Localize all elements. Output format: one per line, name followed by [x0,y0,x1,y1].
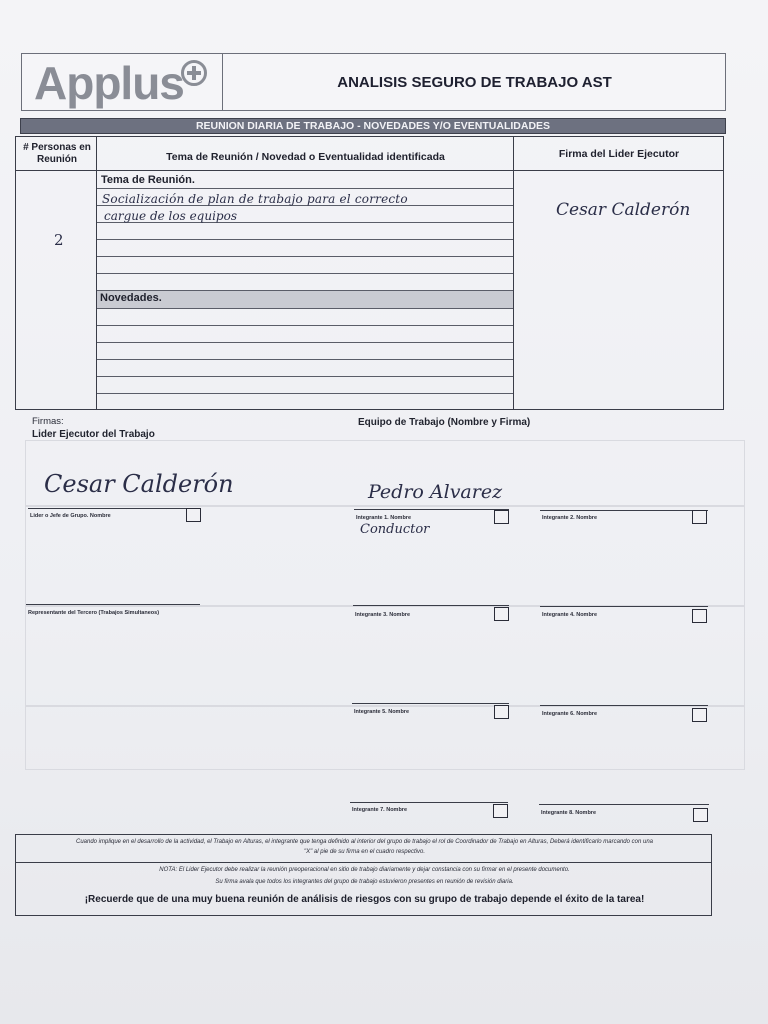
nota-line2: Su firma avala que todos los integrantes del grupo de trabajo estuvieron presentes en reunión de revisión diaria. [215,879,514,885]
nota-line1: NOTA: El Lider Ejecutor debe realizar la reunión preoperacional en sitio de trabajo diariamente y dejar constancia con su firmar en el presente documento. [159,867,570,873]
meeting-table [15,136,724,410]
firmas-title: Firmas: [32,416,64,427]
integrante6-checkbox[interactable] [692,708,707,722]
integrante7-caption: Integrante 7. Nombre [352,807,408,813]
integrante1-caption: Integrante 1. Nombre [356,515,412,521]
logo-plus-icon [181,60,207,86]
integrante8-line [539,804,709,805]
integrante4-line [540,606,708,607]
integrante4-checkbox[interactable] [692,609,707,623]
recuerde-message: ¡Recuerde que de una muy buena reunión de análisis de riesgos con su grupo de trabajo depende el éxito de la tarea! [84,894,645,905]
novedades-line [97,342,513,343]
integrante6-line [540,705,708,706]
novedades-line [97,376,513,377]
integrante8-caption: Integrante 8. Nombre [541,810,597,816]
lider-ejecutor-title: Lider Ejecutor del Trabajo [32,429,155,440]
novedades-line [97,325,513,326]
integrante3-checkbox[interactable] [494,607,509,621]
tema-line [97,273,513,274]
integrante1-line [354,509,509,510]
integrante8-checkbox[interactable] [693,808,708,822]
section-band: REUNION DIARIA DE TRABAJO - NOVEDADES Y/O EVENTUALIDADES [20,118,726,134]
document-title: ANALISIS SEGURO DE TRABAJO AST [337,74,612,91]
tema-line [97,188,513,189]
integrante2-caption: Integrante 2. Nombre [542,515,598,521]
alturas-note: Cuando implique en el desarrollo de la actividad, el Trabajo en Alturas, el integrante que tenga definido al interior del grupo de trabajo el rol de Coordinador de Trabajo en Alturas, Deberá identificarlo marcando con una [75,839,654,845]
integrante1-checkbox[interactable] [494,510,509,524]
tema-handwritten-line1[interactable]: Socialización de plan de trabajo para el correcto [102,192,408,206]
integrante4-caption: Integrante 4. Nombre [542,612,598,618]
col-header-tema: Tema de Reunión / Novedad o Eventualidad identificada [166,151,445,163]
integrante3-caption: Integrante 3. Nombre [355,612,411,618]
integrante2-checkbox[interactable] [692,510,707,524]
applus-logo: Applus [34,57,184,109]
integrante5-line [352,703,509,704]
alturas-note-2: "X" al pie de su firma en el cuadro respectivo. [304,849,425,855]
tema-line [97,256,513,257]
lider-signature[interactable]: Cesar Calderón [44,470,234,498]
integrante1-role[interactable]: Conductor [360,522,430,537]
col-divider [513,137,514,409]
tercero-caption: Representante del Tercero (Trabajos Simultaneos) [28,610,160,616]
tema-line [97,239,513,240]
integrante2-line [540,510,708,511]
bleed-through-line [25,505,745,507]
tema-handwritten-line2[interactable]: cargue de los equipos [104,209,237,223]
lider-checkbox[interactable] [186,508,201,522]
lider-signature-line [28,508,198,509]
footer-notes-box [15,834,712,916]
lider-signature-table[interactable]: Cesar Calderón [556,200,691,220]
integrante3-line [353,605,509,606]
novedades-line [97,393,513,394]
novedades-line [97,359,513,360]
footer-divider [16,862,711,863]
novedades-label: Novedades. [100,292,162,304]
integrante5-checkbox[interactable] [494,705,509,719]
integrante6-caption: Integrante 6. Nombre [542,711,598,717]
tema-line [97,290,513,291]
tercero-signature-line [26,604,200,605]
personas-count[interactable]: 2 [54,231,64,249]
lider-caption: Lider o Jefe de Grupo. Nombre [30,513,111,519]
novedades-line [97,308,513,309]
tema-label: Tema de Reunión. [101,174,195,186]
col-header-personas: # Personas en Reunión [23,142,91,165]
table-header-divider [16,170,723,171]
equipo-title: Equipo de Trabajo (Nombre y Firma) [358,417,531,428]
integrante5-caption: Integrante 5. Nombre [354,709,410,715]
integrante7-checkbox[interactable] [493,804,508,818]
integrante1-signature[interactable]: Pedro Alvarez [368,481,503,503]
integrante7-line [350,802,508,803]
col-header-firma: Firma del Lider Ejecutor [558,148,680,160]
